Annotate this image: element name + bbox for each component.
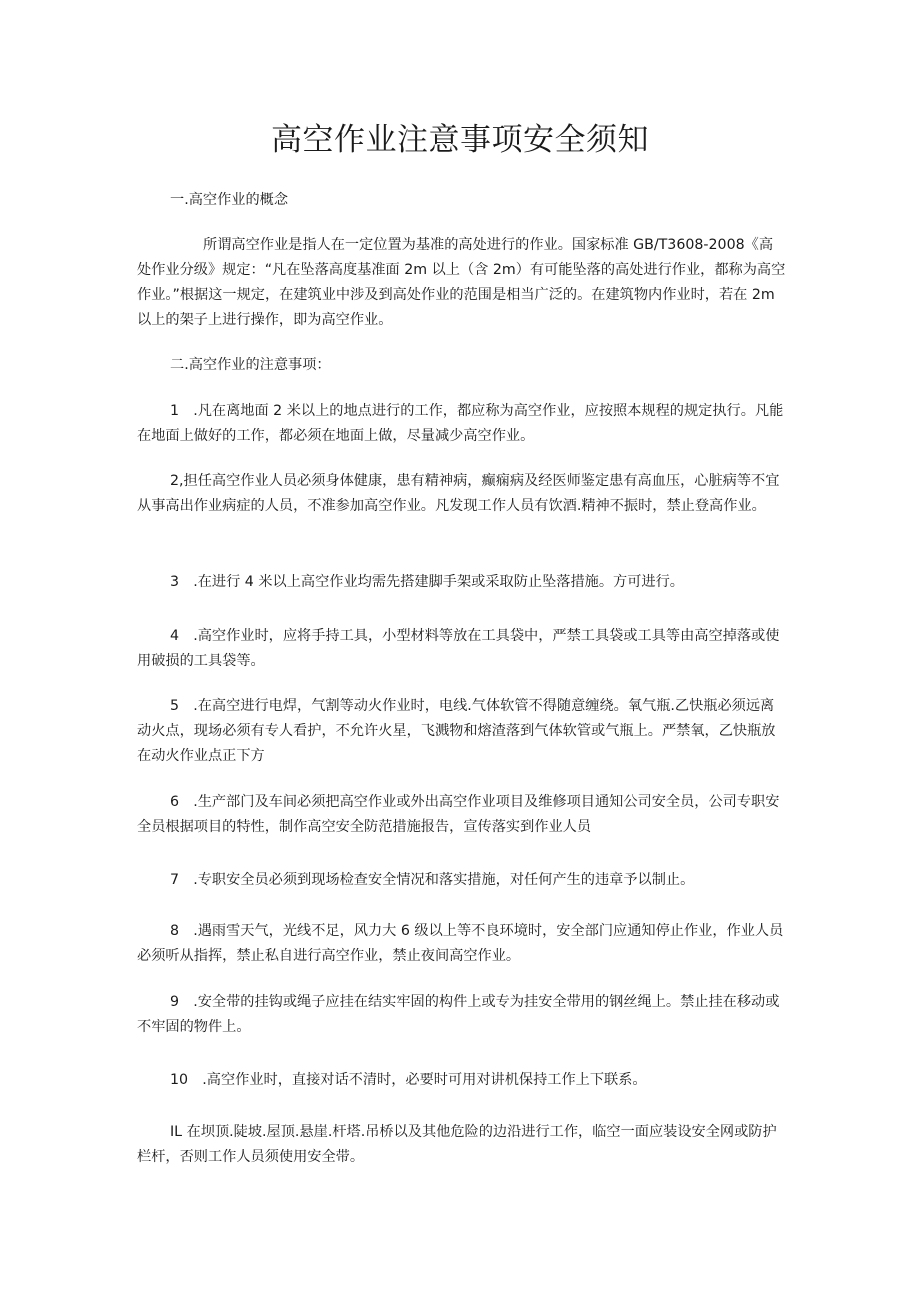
- precaution-item-11: IL 在坝顶.陡坡.屋顶.悬崖.杆塔.吊桥以及其他危险的边沿进行工作，临空一面应装设安全网或防护栏杆，否则工作人员须使用安全带。: [137, 1124, 777, 1165]
- precaution-item-10: 10 .高空作业时，直接对话不清时，必要时可用对讲机保持工作上下联系。: [170, 1072, 647, 1088]
- precaution-item-6: 6 .生产部门及车间必须把高空作业或外出高空作业项目及维修项目通知公司安全员，公司专职安全员根据项目的特性，制作高空安全防范措施报告，宣传落实到作业人员: [137, 794, 780, 835]
- precaution-item-1: 1 .凡在离地面 2 米以上的地点进行的工作，都应称为高空作业，应按照本规程的规定执行。凡能在地面上做好的工作，都必须在地面上做，尽量减少高空作业。: [137, 403, 784, 444]
- precaution-item-7: 7 .专职安全员必须到现场检查安全情况和落实措施，对任何产生的违章予以制止。: [170, 872, 695, 888]
- precaution-item-2: 2,担任高空作业人员必须身体健康，患有精神病，癫痫病及经医师鉴定患有高血压，心脏病等不宜从事高出作业病症的人员，不准参加高空作业。凡发现工作人员有饮酒.精神不振时，禁止登高作业。: [137, 473, 780, 514]
- section-heading-concept: 一.高空作业的概念: [170, 192, 289, 208]
- precaution-item-8: 8 .遇雨雪天气，光线不足，风力大 6 级以上等不良环境时，安全部门应通知停止作业，作业人员必须听从指挥，禁止私自进行高空作业，禁止夜间高空作业。: [137, 923, 784, 964]
- precaution-item-4: 4 .高空作业时，应将手持工具，小型材料等放在工具袋中，严禁工具袋或工具等由高空掉落或使用破损的工具袋等。: [137, 628, 780, 669]
- precaution-item-9: 9 .安全带的挂钩或绳子应挂在结实牢固的构件上或专为挂安全带用的钢丝绳上。禁止挂在移动或不牢固的物件上。: [137, 994, 780, 1035]
- precaution-item-3: 3 .在进行 4 米以上高空作业均需先搭建脚手架或采取防止坠落措施。方可进行。: [170, 574, 684, 590]
- precaution-item-5: 5 .在高空进行电焊，气割等动火作业时，电线.气体软管不得随意缠绕。氧气瓶.乙快瓶必须远离动火点，现场必须有专人看护，不允许火星，飞溅物和熔渣落到气体软管或气瓶上。严禁氧，乙快瓶放在动火作业点正下方: [137, 698, 776, 764]
- section-heading-precautions: 二.高空作业的注意事项：: [170, 357, 331, 373]
- concept-paragraph: 所谓高空作业是指人在一定位置为基准的高处进行的作业。国家标准 GB/T3608-2008《高处作业分级》规定：“凡在坠落高度基准面 2m 以上（含 2m）有可能坠落的高处进行作业，都称为高空作业。”根据这一规定，在建筑业中涉及到高处作业的范围是相当广泛的。在建筑物内作业时，若在 2m 以上的架子上进行操作，即为高空作业。: [137, 237, 786, 328]
- document-title: 高空作业注意事项安全须知: [271, 122, 649, 158]
